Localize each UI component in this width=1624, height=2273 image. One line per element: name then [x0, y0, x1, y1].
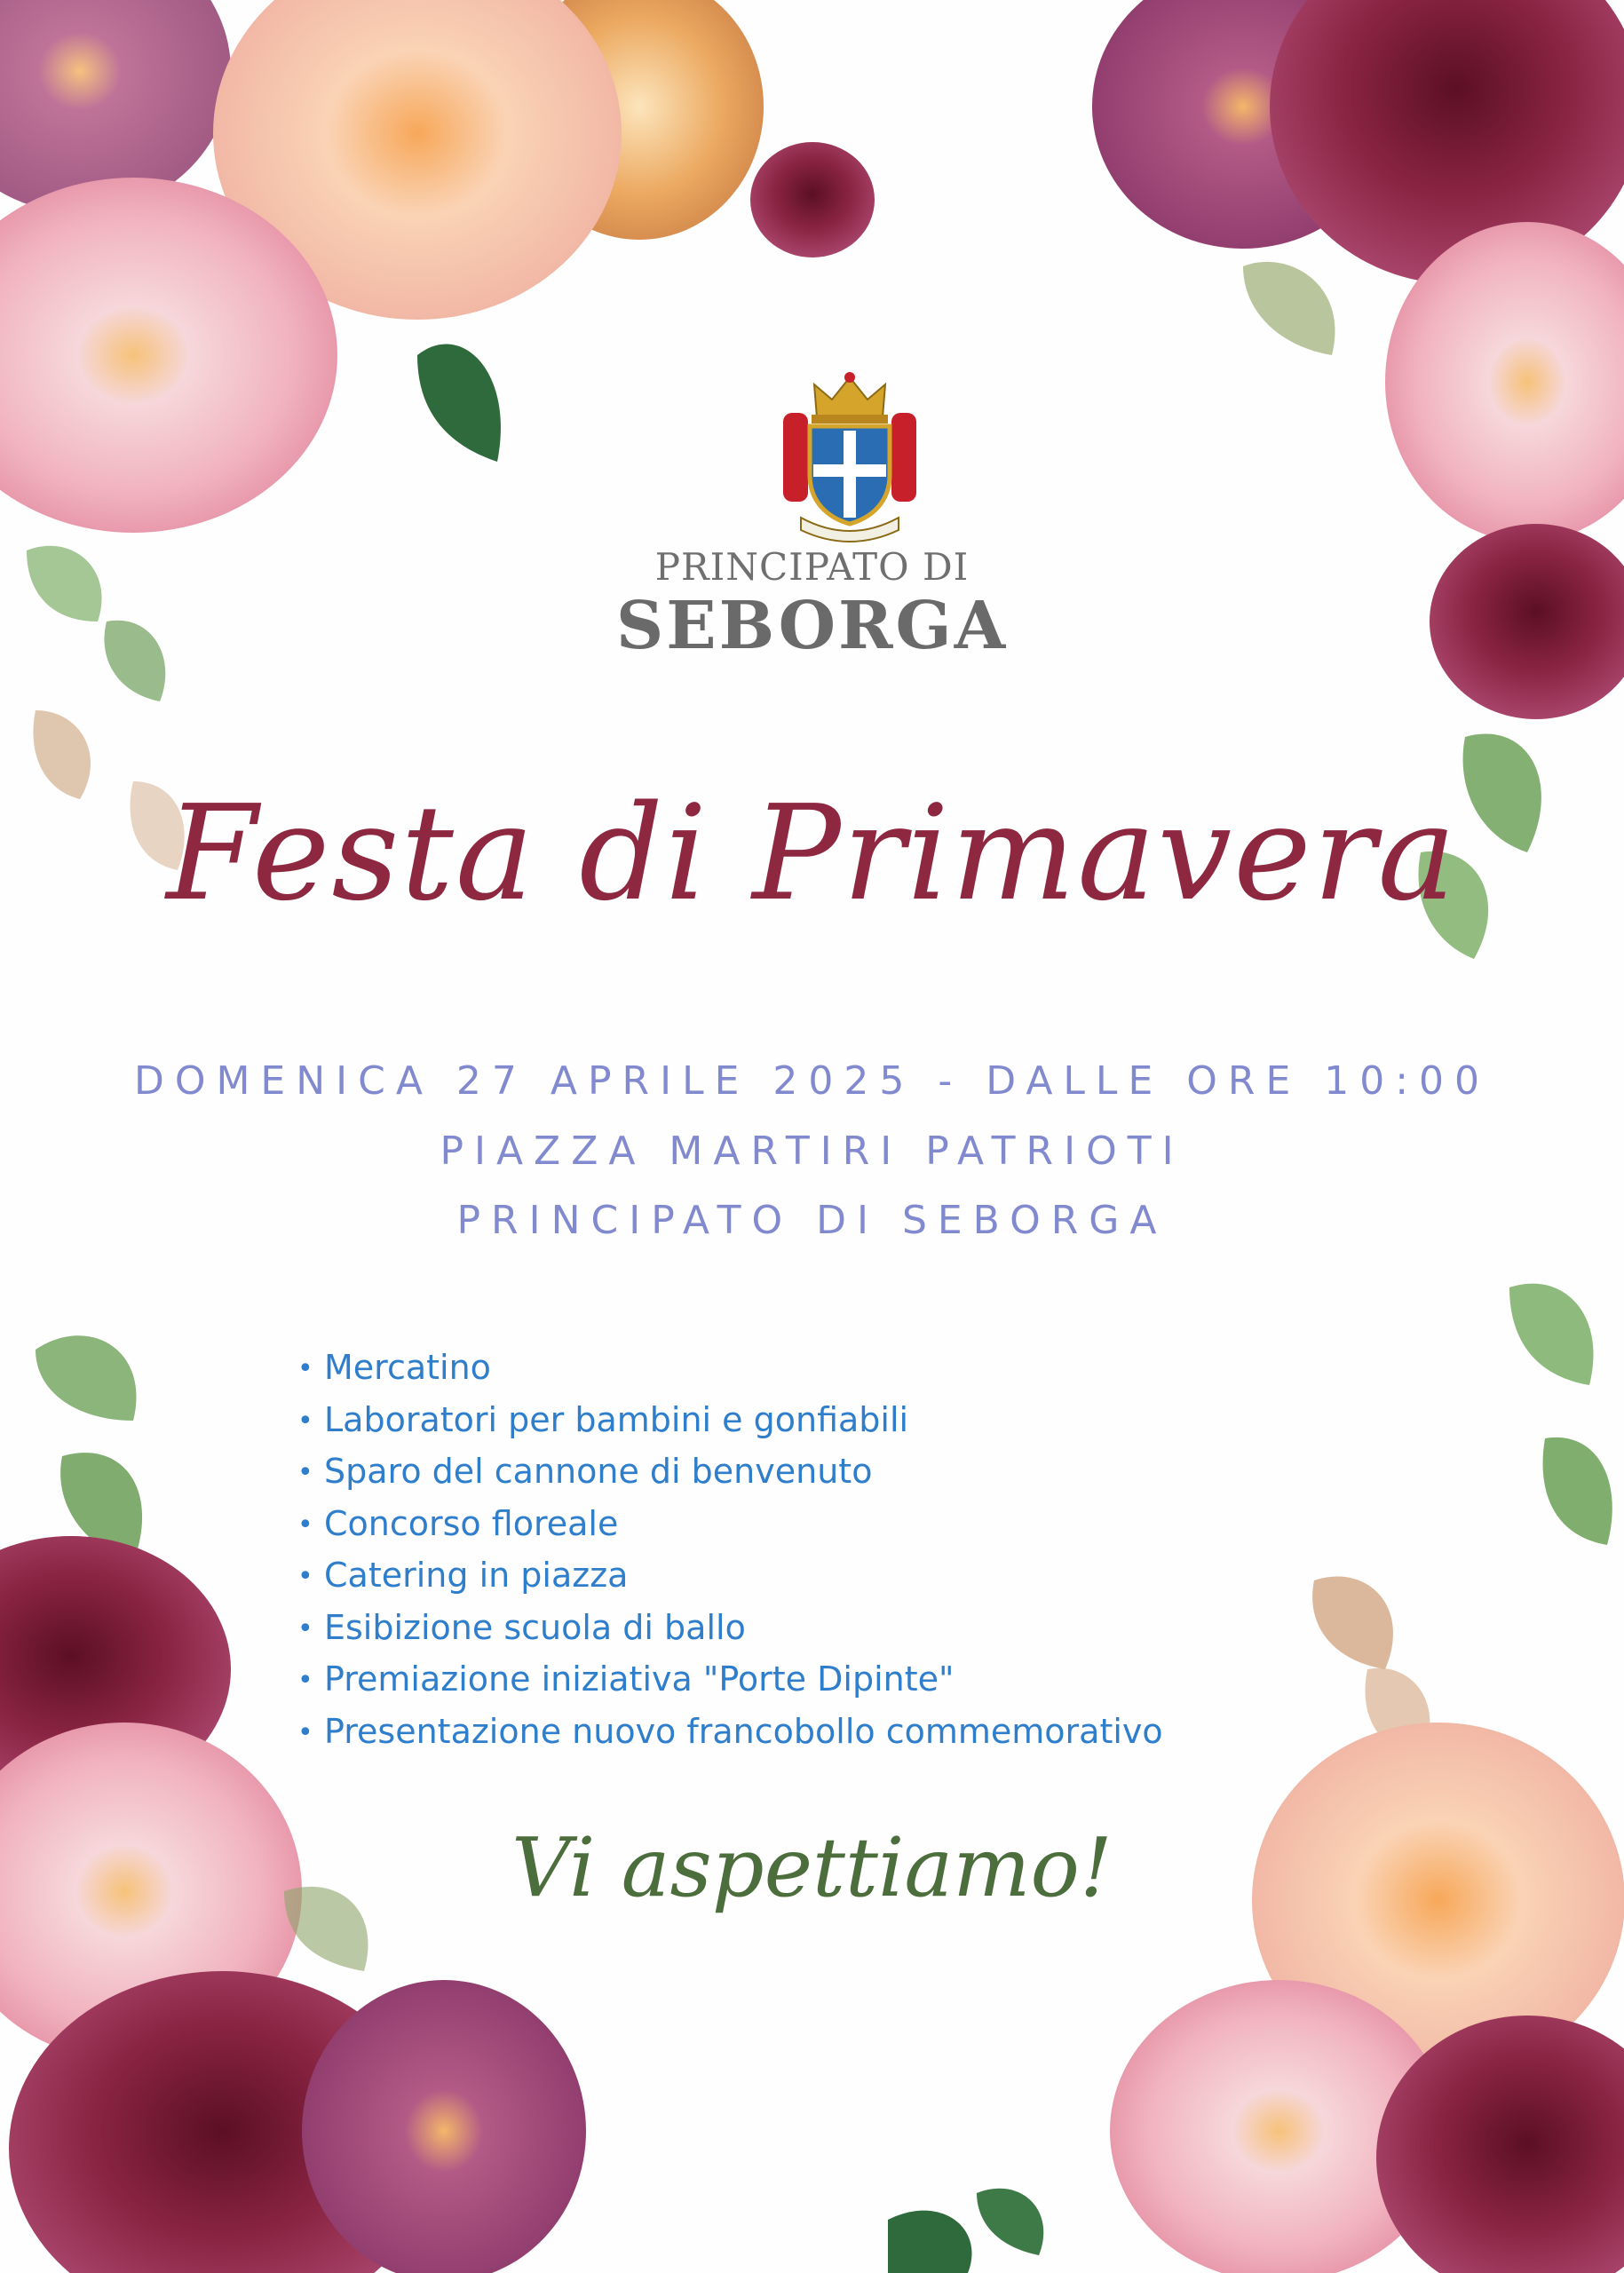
list-item — [297, 1550, 1163, 1603]
bullet-icon: • — [297, 1612, 313, 1644]
activity-label: Laboratori per bambini e gonfiabili — [324, 1399, 909, 1439]
seborga-coat-of-arms-icon — [765, 368, 934, 546]
bullet-icon: • — [297, 1561, 313, 1592]
list-item — [297, 1707, 1163, 1759]
list-item — [297, 1342, 1163, 1395]
org-name-top: PRINCIPATO DI — [654, 545, 970, 589]
bullet-icon: • — [297, 1353, 313, 1384]
event-venue: PIAZZA MARTIRI PATRIOTI — [440, 1129, 1184, 1174]
list-item — [297, 1446, 1163, 1499]
activity-label: Premiazione iniziativa "Porte Dipinte" — [324, 1659, 955, 1699]
activity-label: Sparo del cannone di benvenuto — [324, 1452, 873, 1491]
flowers-top-left — [0, 0, 875, 870]
closing-message: Vi aspettiamo! — [511, 1820, 1113, 1915]
activity-label: Mercatino — [324, 1348, 491, 1387]
bullet-icon: • — [297, 1716, 313, 1748]
org-name-main: SEBORGA — [615, 588, 1009, 664]
activity-label: Catering in piazza — [324, 1556, 629, 1595]
bullet-icon: • — [297, 1457, 313, 1488]
bullet-icon: • — [297, 1665, 313, 1696]
event-date-time: DOMENICA 27 APRILE 2025 - DALLE ORE 10:00 — [133, 1058, 1491, 1104]
event-location: PRINCIPATO DI SEBORGA — [456, 1198, 1168, 1243]
activity-label: Presentazione nuovo francobollo commemorativo — [324, 1711, 1163, 1751]
list-item — [297, 1603, 1163, 1655]
bullet-icon: • — [297, 1405, 313, 1437]
activity-label: Concorso floreale — [324, 1503, 619, 1543]
bullet-icon: • — [297, 1509, 313, 1540]
activities-list — [297, 1342, 1163, 1758]
list-item — [297, 1654, 1163, 1707]
list-item — [297, 1499, 1163, 1551]
activity-label: Esibizione scuola di ballo — [324, 1607, 746, 1647]
list-item — [297, 1395, 1163, 1447]
event-title: Festa di Primavera — [166, 777, 1458, 930]
